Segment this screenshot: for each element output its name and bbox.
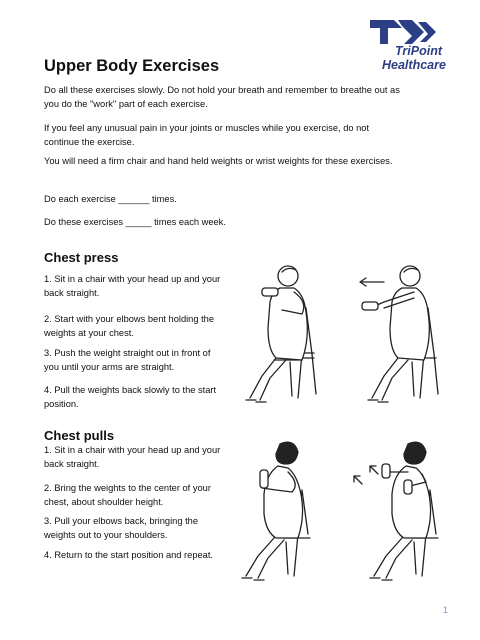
woman-seated-elbows-back-illustration xyxy=(348,434,448,584)
intro-paragraph-pain: If you feel any unusual pain in your joints or muscles while you exercise, do not continue the exercise. xyxy=(44,123,370,147)
chest-press-step-1: 1. Sit in a chair with your head up and your back straight. xyxy=(44,274,221,298)
page-title: Upper Body Exercises xyxy=(44,57,220,75)
logo-name-line2: Healthcare xyxy=(382,58,446,72)
chest-pulls-step-1: 1. Sit in a chair with your head up and your back straight. xyxy=(44,445,221,469)
intro-paragraph-equipment: You will need a firm chair and hand held weights or wrist weights for these exercises. xyxy=(44,156,393,166)
chest-press-step-3: 3. Push the weight straight out in front of you until your arms are straight. xyxy=(44,348,211,372)
chest-pulls-step-3: 3. Pull your elbows back, bringing the weights out to your shoulders. xyxy=(44,516,199,540)
tripoint-logo xyxy=(368,16,444,72)
man-seated-weights-at-chest-illustration xyxy=(228,258,328,408)
chest-press-step-2: 2. Start with your elbows bent holding the weights at your chest. xyxy=(44,314,215,338)
section-heading-chest-press: Chest press xyxy=(44,250,119,265)
chest-pulls-step-4: 4. Return to the start position and repeat. xyxy=(44,550,213,560)
intro-paragraph-frequency: Do these exercises _____ times each week. xyxy=(44,217,226,227)
chest-pulls-step-2: 2. Bring the weights to the center of your chest, about shoulder height. xyxy=(44,483,211,507)
woman-seated-weights-center-illustration xyxy=(222,434,322,584)
intro-paragraph-breathing: Do all these exercises slowly. Do not hold your breath and remember to breathe out as you do the "work" part of each exercise. xyxy=(44,85,400,109)
logo-name-line1: TriPoint xyxy=(395,44,442,58)
intro-paragraph-repetitions: Do each exercise ______ times. xyxy=(44,194,177,204)
man-seated-arms-extended-illustration xyxy=(348,258,448,408)
chest-press-step-4: 4. Pull the weights back slowly to the start position. xyxy=(44,385,217,409)
section-heading-chest-pulls: Chest pulls xyxy=(44,428,115,443)
page-number: 1 xyxy=(443,605,449,615)
tripoint-logo-icon xyxy=(368,16,438,46)
